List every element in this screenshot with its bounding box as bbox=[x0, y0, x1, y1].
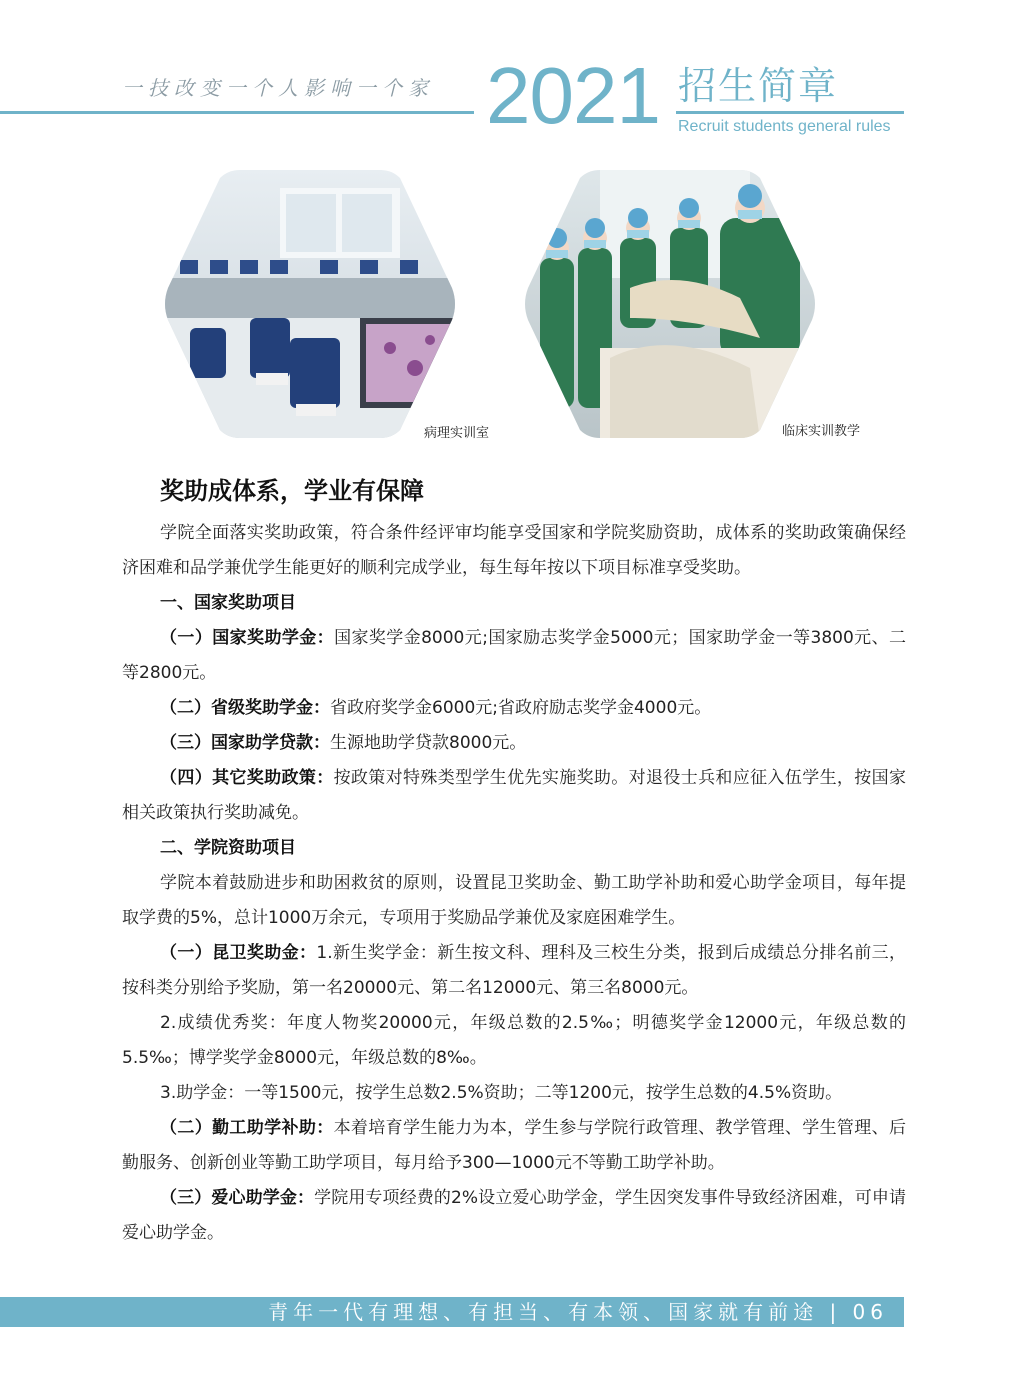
college-item-3 bbox=[122, 1181, 906, 1251]
national-item-2-text: 省政府奖学金6000元;省政府励志奖学金4000元。 bbox=[330, 698, 712, 718]
college-item-2-text: 本着培育学生能力为本，学生参与学院行政管理、教学管理、学生管理、后勤服务、创新创业等勤工助学项目，每月给予300—1000元不等勤工助学补助。 bbox=[122, 1118, 907, 1173]
college-intro: 学院本着鼓励进步和助困救贫的原则，设置昆卫奖助金、勤工助学补助和爱心助学金项目，每年提取学费的5%，总计1000万余元，专项用于奖励品学兼优及家庭困难学生。 bbox=[122, 873, 906, 928]
college-heading: 二、学院资助项目 bbox=[160, 838, 296, 858]
header-slogan: 一技改变一个人影响一个家 bbox=[122, 76, 434, 100]
national-item-3 bbox=[122, 726, 906, 761]
footer-bar bbox=[0, 1297, 904, 1327]
national-heading: 一、国家奖助项目 bbox=[160, 593, 296, 613]
national-item-1-label: （一）国家奖助学金： bbox=[160, 628, 335, 648]
college-item-1-text: 1.新生奖学金：新生按文科、理科及三校生分类，报到后成绩总分排名前三，按科类分别给予奖励，第一名20000元、第二名12000元、第三名8000元。 bbox=[122, 943, 907, 998]
national-item-4-label: （四）其它奖助政策： bbox=[160, 768, 334, 788]
national-item-4 bbox=[122, 761, 906, 831]
national-item-1-text: 国家奖学金8000元;国家励志奖学金5000元；国家助学金一等3800元、二等2800元。 bbox=[122, 628, 906, 683]
college-item-3-text: 学院用专项经费的2%设立爱心助学金，学生因突发事件导致经济困难，可申请爱心助学金。 bbox=[122, 1188, 906, 1243]
college-item-2-label: （二）勤工助学补助： bbox=[160, 1118, 334, 1138]
national-item-1 bbox=[122, 621, 906, 691]
section-title: 奖助成体系，学业有保障 bbox=[160, 477, 424, 505]
college-item-1-part-3: 3.助学金：一等1500元，按学生总数2.5%资助；二等1200元，按学生总数的4.5%资助。 bbox=[160, 1083, 843, 1103]
college-item-1-part-2: 2.成绩优秀奖：年度人物奖20000元，年级总数的2.5‰；明德奖学金12000元，年级总数的5.5‰；博学奖学金8000元，年级总数的8‰。 bbox=[122, 1013, 906, 1068]
national-item-2 bbox=[122, 691, 906, 726]
header-line bbox=[0, 111, 474, 114]
national-item-2-label: （二）省级奖助学金： bbox=[160, 698, 330, 718]
footer-text: 青年一代有理想、有担当、有本领、国家就有前途 | 06 bbox=[268, 1300, 888, 1324]
header-line-right bbox=[676, 111, 904, 114]
clinical-training-caption: 临床实训教学 bbox=[782, 424, 861, 439]
clinical-training-photo bbox=[520, 168, 820, 440]
national-item-4-text: 按政策对特殊类型学生优先实施奖助。对退役士兵和应征入伍学生，按国家相关政策执行奖助减免。 bbox=[122, 768, 907, 823]
pathology-lab-photo bbox=[160, 168, 460, 440]
college-item-2 bbox=[122, 1111, 906, 1181]
national-item-3-label: （三）国家助学贷款： bbox=[160, 733, 330, 753]
main-content bbox=[122, 474, 906, 1251]
pathology-lab-caption: 病理实训室 bbox=[424, 426, 490, 441]
national-item-3-text: 生源地助学贷款8000元。 bbox=[330, 733, 527, 753]
header-title: 招生简章 bbox=[678, 64, 839, 108]
college-item-1 bbox=[122, 936, 906, 1006]
college-item-3-label: （三）爱心助学金： bbox=[160, 1188, 315, 1208]
college-item-1-label: （一）昆卫奖助金： bbox=[160, 943, 317, 963]
section-intro: 学院全面落实奖助政策，符合条件经评审均能享受国家和学院奖励资助，成体系的奖助政策确保经济困难和品学兼优学生能更好的顺利完成学业，每生每年按以下项目标准享受奖助。 bbox=[122, 523, 906, 578]
header-year: 2021 bbox=[486, 51, 660, 140]
header-subtitle: Recruit students general rules bbox=[678, 118, 891, 135]
